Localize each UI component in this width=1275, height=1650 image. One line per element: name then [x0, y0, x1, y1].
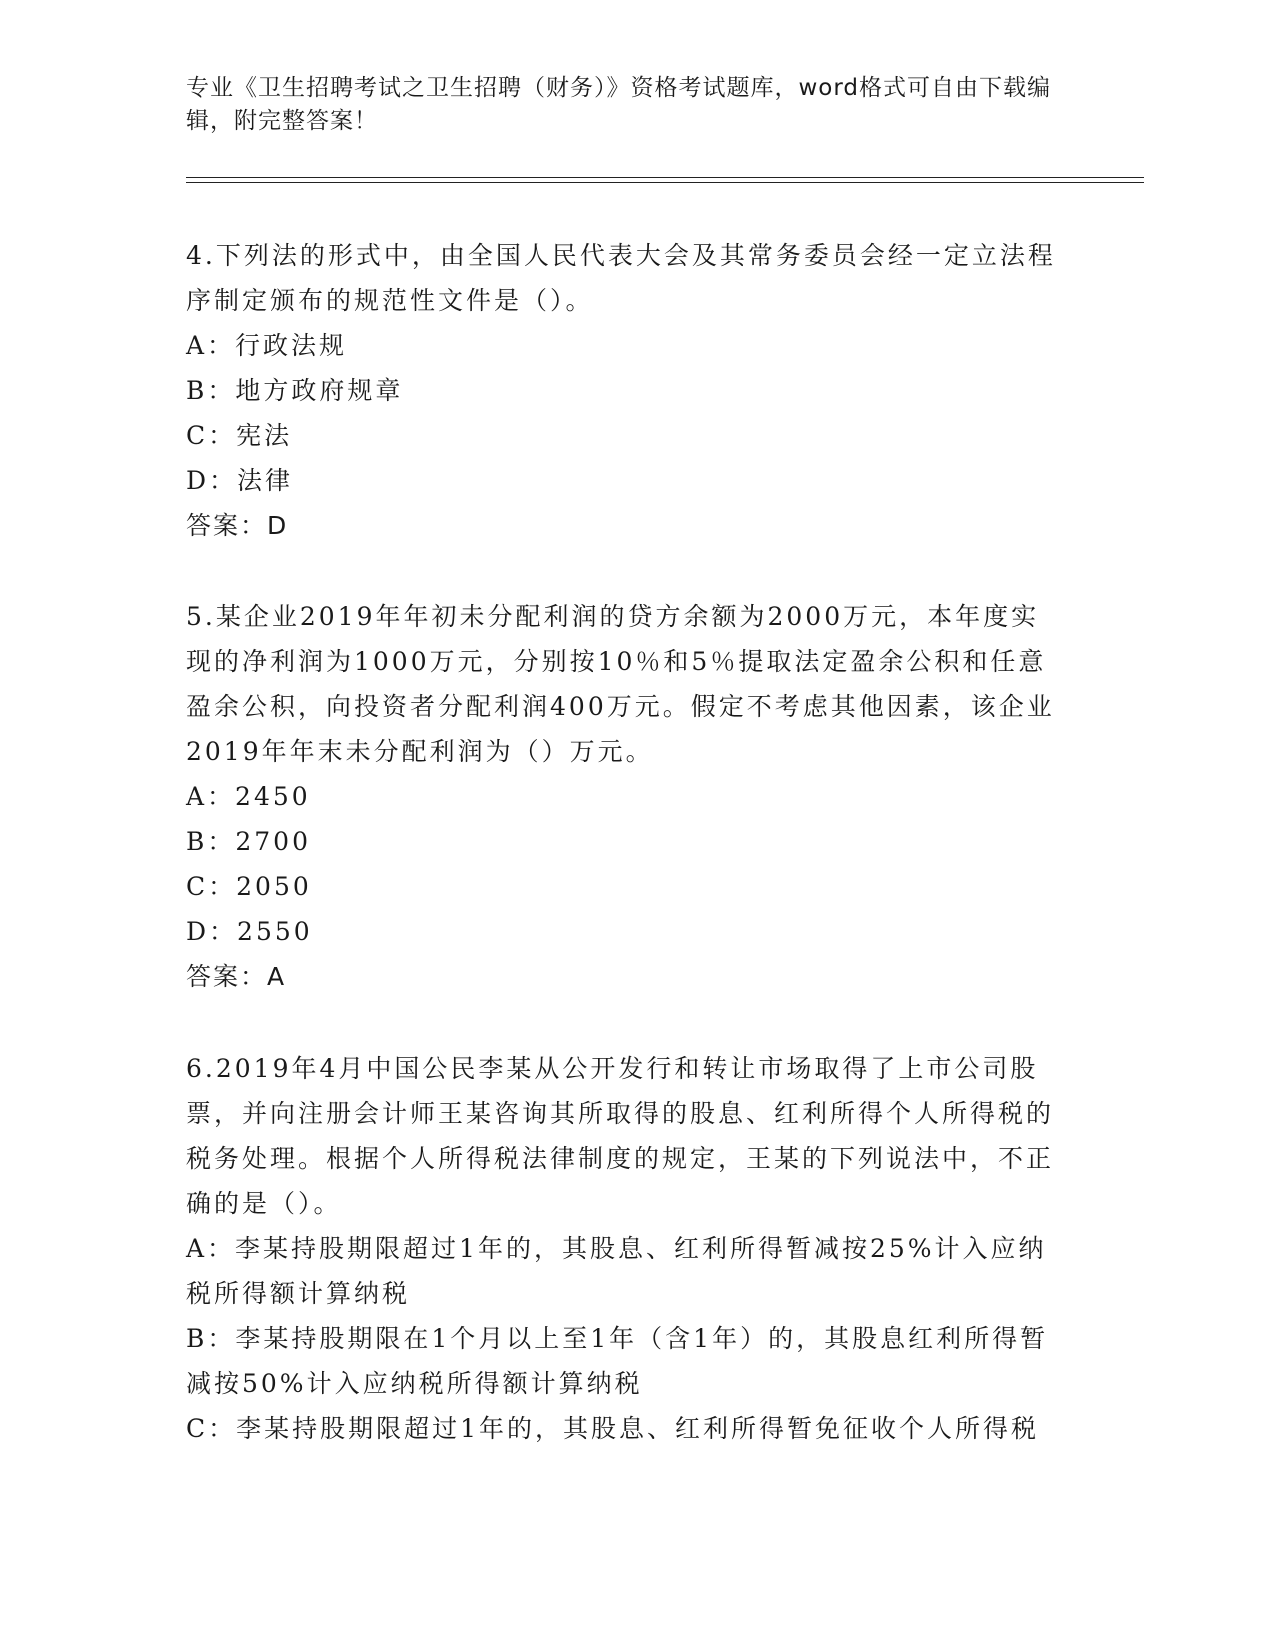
option-d: D：2550 [186, 917, 313, 946]
option-c: C：2050 [186, 872, 312, 901]
answer: 答案：A [186, 962, 287, 991]
question-stem: 5.某企业2019年年初未分配利润的贷方余额为2000万元，本年度实现的净利润为1000万元，分别按10％和5％提取法定盈余公积和任意盈余公积，向投资者分配利润400万元。假定不考虑其他因素，该企业2019年年末未分配利润为（）万元。 [186, 602, 1055, 766]
question-4 [186, 233, 1066, 548]
question-stem: 4.下列法的形式中，由全国人民代表大会及其常务委员会经一定立法程序制定颁布的规范性文件是（）。 [186, 241, 1056, 315]
answer: 答案：D [186, 511, 289, 540]
option-b: B：李某持股期限在1个月以上至1年（含1年）的，其股息红利所得暂减按50%计入应纳税所得额计算纳税 [186, 1324, 1049, 1398]
option-a: A：李某持股期限超过1年的，其股息、红利所得暂减按25%计入应纳税所得额计算纳税 [186, 1234, 1047, 1308]
option-c: C：宪法 [186, 421, 293, 450]
header-description: 专业《卫生招聘考试之卫生招聘（财务）》资格考试题库，word格式可自由下载编辑，附完整答案！ [186, 75, 1052, 134]
question-5 [186, 594, 1066, 999]
option-a: A：2450 [186, 782, 311, 811]
option-c: C：李某持股期限超过1年的，其股息、红利所得暂免征收个人所得税 [186, 1414, 1040, 1443]
option-a: A：行政法规 [186, 331, 348, 360]
header-divider [186, 177, 1144, 178]
header-divider [186, 182, 1144, 183]
question-6 [186, 1046, 1066, 1451]
option-b: B：地方政府规章 [186, 376, 404, 405]
option-b: B：2700 [186, 827, 311, 856]
option-d: D：法律 [186, 466, 294, 495]
question-stem: 6.2019年4月中国公民李某从公开发行和转让市场取得了上市公司股票，并向注册会计师王某咨询其所取得的股息、红利所得个人所得税的税务处理。根据个人所得税法律制度的规定，王某的下列说法中，不正确的是（）。 [186, 1054, 1055, 1218]
